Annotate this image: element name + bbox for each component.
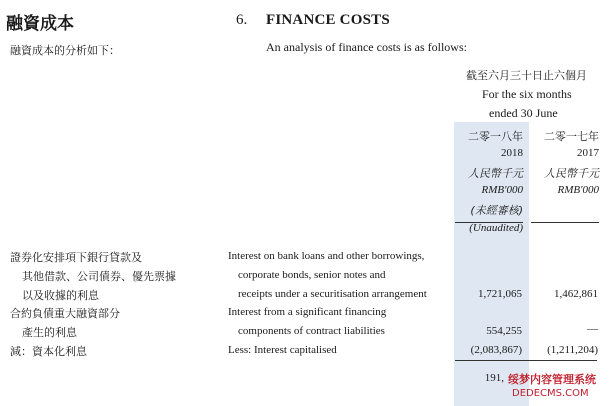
row1-label-en-line1: Interest on bank loans and other borrowings, bbox=[228, 250, 425, 262]
row1-label-en-line3: receipts under a securitisation arrangement bbox=[238, 288, 427, 300]
total-value-2018: 191, bbox=[484, 372, 504, 384]
row1-label-zh-line1: 證券化安排項下銀行貸款及 bbox=[10, 251, 142, 264]
col-2018-status-zh: (未經審核) bbox=[470, 204, 523, 217]
period-header-en-line1: For the six months bbox=[482, 87, 572, 101]
row3-value-2017: (1,211,204) bbox=[547, 344, 598, 356]
col-2018-year-zh: 二零一八年 bbox=[468, 130, 523, 143]
intro-text-zh: 融資成本的分析如下： bbox=[10, 44, 120, 57]
period-header-zh: 截至六月三十日止六個月 bbox=[466, 69, 587, 82]
col-2018-status-en: (Unaudited) bbox=[469, 222, 523, 234]
col-2017-divider bbox=[531, 222, 599, 223]
row1-value-2017: 1,462,861 bbox=[554, 288, 598, 300]
section-number: 6. bbox=[236, 12, 248, 28]
intro-text-en: An analysis of finance costs is as follows: bbox=[266, 40, 467, 54]
row2-label-zh-line1: 合約負債重大融資部分 bbox=[10, 307, 120, 320]
col-2018-unit-zh: 人民幣千元 bbox=[468, 167, 523, 180]
section-title-en: FINANCE COSTS bbox=[266, 12, 390, 28]
col-2017-year: 2017 bbox=[577, 147, 599, 159]
row3-value-2018: (2,083,867) bbox=[470, 344, 522, 356]
row2-value-2018: 554,255 bbox=[486, 325, 522, 337]
col-2017-unit-en: RMB'000 bbox=[557, 184, 599, 196]
row1-label-en-line2: corporate bonds, senior notes and bbox=[238, 269, 386, 281]
watermark-text: 绥梦内容管理系统 bbox=[508, 373, 596, 386]
row2-label-zh-line2: 產生的利息 bbox=[22, 326, 77, 339]
subtotal-rule bbox=[455, 360, 597, 361]
row1-label-zh-line2: 其他借款、公司債券、優先票據 bbox=[22, 270, 176, 283]
col-2017-year-zh: 二零一七年 bbox=[544, 130, 599, 143]
watermark-url: DEDECMS.COM bbox=[512, 388, 589, 399]
col-2018-unit-en: RMB'000 bbox=[481, 184, 523, 196]
period-header-en-line2: ended 30 June bbox=[489, 106, 558, 120]
row2-label-en-line1: Interest from a significant financing bbox=[228, 306, 387, 318]
row2-value-2017: — bbox=[587, 323, 598, 335]
row1-value-2018: 1,721,065 bbox=[478, 288, 522, 300]
row3-label-en: Less: Interest capitalised bbox=[228, 344, 337, 356]
row2-label-en-line2: components of contract liabilities bbox=[238, 325, 385, 337]
row3-label-zh: 減：資本化利息 bbox=[10, 345, 87, 358]
col-2017-unit-zh: 人民幣千元 bbox=[544, 167, 599, 180]
section-title-zh: 融資成本 bbox=[6, 14, 74, 34]
row1-label-zh-line3: 以及收據的利息 bbox=[22, 289, 99, 302]
col-2018-year: 2018 bbox=[501, 147, 523, 159]
